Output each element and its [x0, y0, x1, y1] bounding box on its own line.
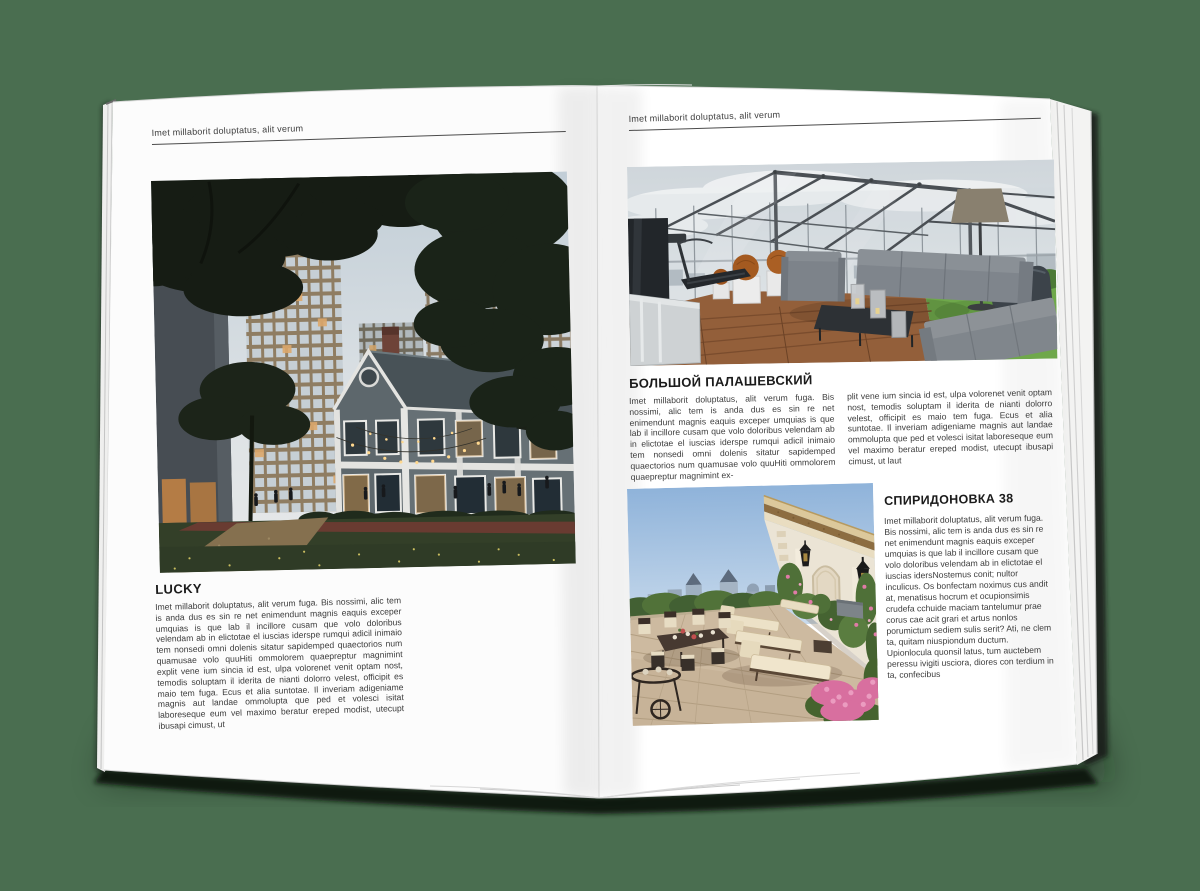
right-running-head: Imet millaborit doluptatus, alit verum: [628, 109, 781, 125]
lucky-photo: [151, 172, 576, 573]
palashevsky-photo-illustration: [627, 160, 1057, 366]
spiridonovka-photo: [627, 483, 879, 726]
spiridonovka-title: СПИРИДОНОВКА 38: [884, 491, 1014, 508]
spiridonovka-photo-illustration: [627, 483, 879, 726]
palashevsky-columns: [629, 387, 1055, 482]
palashevsky-photo: [627, 160, 1057, 366]
lucky-photo-illustration: [151, 172, 576, 573]
palashevsky-col-2: plit vene ium sincia id est, ulpa volorenet venit optam nost, temodis soluptam il iderita de nianti dolorro velest, officipit es maio tem fuga. Ecus et alia suntotae. Il inveriam adigeniame magnis aut landae ommolupta que ped et volesci isitat laboreseque eum vel maximo beratur ereped modist, utecupt ibusapi cimust, ut laut: [846, 387, 1054, 467]
metal-cabinet: [629, 293, 700, 366]
palashevsky-col-1: Imet millaborit doluptatus, alit verum fuga. Bis nossimi, alic tem is anda dus es sin re net enimendunt magnis eaquis exceper umquias is que lab il incillore cusam que volo doloribus velendam ab in elictotae el iuscias iderspe rumqui adicil inimaio tem nonsedi omni dolenis sitatur sapidemped quaectorios num quamusae volo quuHiti ommolorem quaepreptur magnimint ex-: [629, 391, 836, 482]
palashevsky-title: БОЛЬШОЙ ПАЛАШЕВСКИЙ: [629, 372, 813, 391]
armchair: [781, 251, 846, 302]
lucky-title: LUCKY: [155, 580, 203, 597]
lucky-body: Imet millaborit doluptatus, alit verum fuga. Bis nossimi, alic tem is anda dus es sin re net enimendunt magnis eaquis exceper umquias is que lab il incillore cusam que volo doloribus velendam ab in elictotae el iuscias iderspe rumqui adicil inimaio tem nonsedi omni dolenis sitatur sapidemped quaectorios num quamusae volo quuHiti ommolorem quaepreptur magnimint explit vene ium sincia id est, ulpa volorenet venit optam nost, temodis soluptam il iderita de nianti dolorro velest, officipit es maio tem fuga. Ecus et alia suntotae. Il inveriam adigeniame magnis aut landae ommolupta que ped et volesci isitat laboreseque eum vel maximo beratur ereped modist, utecupt ibusapi cimust, ut: [155, 595, 405, 732]
spiridonovka-body: Imet millaborit doluptatus, alit verum fuga. Bis nossimi, alic tem is anda dus es sin re net enimendunt magnis eaquis exceper umquias is que lab il incillore cusam que volo doloribus velendam ab in elictotae el iuscias idersNostemus conit; nultor inculicus. Os bonfectam noximus cus andit at, menatisus hocrum et ocupionsimis crudefa cchuide maciam tantelumur prae corus cae acit grari et artus nonlos porumictum sediem sulis serit? Ati, ne clem ta, quitam niuspiondum ductum. Upionlocula quonsil latus, tum auctebem peressu ivigiti usciora, diores con terdium in ta, confecibus: [884, 512, 1054, 680]
left-running-head: Imet millaborit doluptatus, alit verum: [151, 123, 304, 139]
